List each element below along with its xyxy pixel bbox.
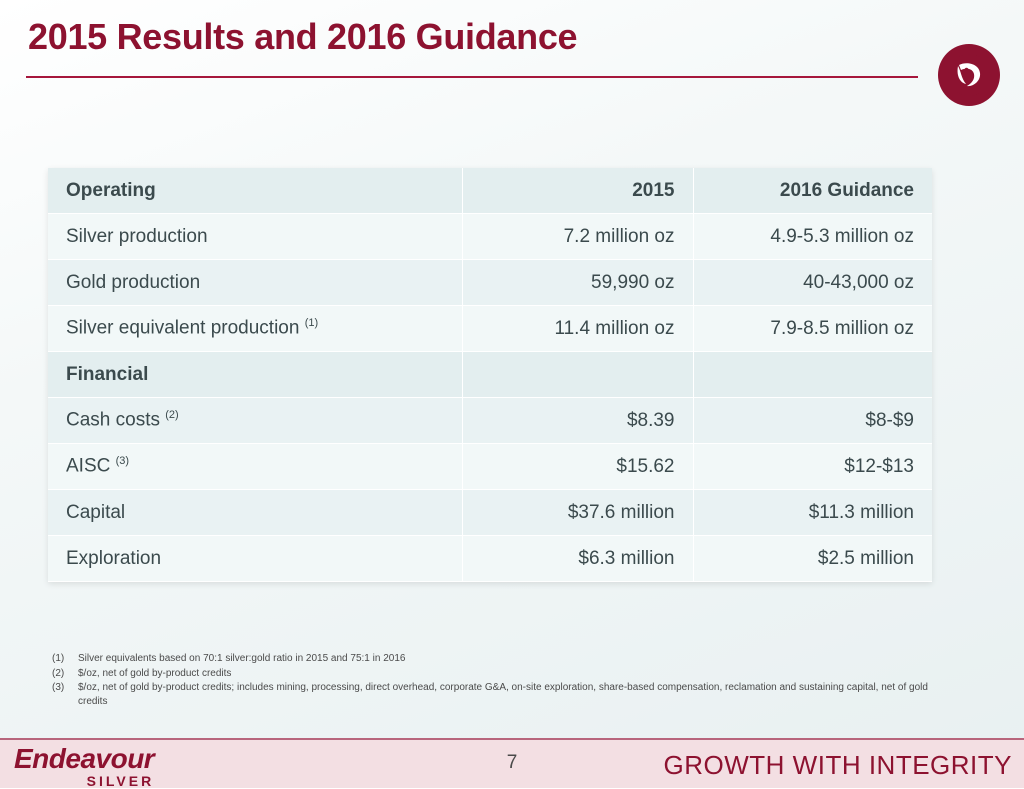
footnote-ref: (3) [115,455,130,468]
slide-footer [0,738,1024,788]
row-value-2015: $8.39 [462,398,693,444]
row-label-text: Silver production [66,225,208,247]
column-header-2015: 2015 [462,168,693,214]
footnote-mark: (3) [52,682,65,693]
row-value-2015: 11.4 million oz [462,306,693,352]
row-label-text: Cash costs [66,409,160,431]
eagle-head-icon [938,44,1000,106]
table-row [48,444,932,490]
table-row [48,536,932,582]
row-label-text: Exploration [66,547,162,569]
table-row [48,398,932,444]
row-label [48,214,462,260]
row-label-text: Gold production [66,271,201,293]
table-row [48,168,932,214]
results-table [48,168,932,582]
footnote-mark: (2) [52,667,65,679]
row-label [48,398,462,444]
table-row [48,214,932,260]
row-label [48,536,462,582]
row-value-2016: $12-$13 [693,444,932,490]
table-row [48,490,932,536]
row-value-2016: 40-43,000 oz [693,260,932,306]
footnote-text: Silver equivalents based on 70:1 silver:gold ratio in 2015 and 75:1 in 2016 [78,653,406,664]
page-title: 2015 Results and 2016 Guidance [28,16,578,57]
footnote-mark: (1) [52,653,65,664]
row-label [48,306,462,352]
row-label-text: Silver equivalent production [66,317,300,339]
section-label-financial: Financial [48,352,462,398]
footnote-text: $/oz, net of gold by-product credits; includes mining, processing, direct overhead, corporate G&A, on-site exploration, share-based compensation, reclamation and sustaining capital, net of gold credits [78,682,928,707]
section-value-2015 [462,352,693,398]
row-value-2016: $11.3 million [693,490,932,536]
row-label-text: AISC [66,455,111,477]
table-row [48,352,932,398]
footnote-item [52,681,952,708]
row-label [48,490,462,536]
row-value-2016: $8-$9 [693,398,932,444]
footnote-ref: (2) [165,409,179,422]
row-value-2015: $6.3 million [462,536,693,582]
section-value-2016 [693,352,932,398]
title-divider [26,76,918,78]
row-value-2015: 59,990 oz [462,260,693,306]
column-header-operating: Operating [48,168,462,214]
footnote-text: $/oz, net of gold by-product credits [78,667,232,679]
company-name: Endeavour [14,743,155,774]
row-value-2016: $2.5 million [693,536,932,582]
footnote-item [52,667,952,681]
row-value-2016: 4.9-5.3 million oz [693,214,932,260]
tagline: GROWTH WITH INTEGRITY [663,750,1012,780]
column-header-2016-guidance: 2016 Guidance [693,168,932,214]
table-row [48,306,932,352]
row-label-text: Capital [66,501,126,523]
table-row [48,260,932,306]
row-value-2015: $15.62 [462,444,693,490]
row-value-2015: $37.6 million [462,490,693,536]
company-subname: SILVER [86,773,155,789]
row-label [48,260,462,306]
row-label [48,444,462,490]
footnote-item [52,652,952,666]
footnote-ref: (1) [304,317,319,330]
page-number: 7 [506,752,518,773]
row-value-2016: 7.9-8.5 million oz [693,306,932,352]
row-value-2015: 7.2 million oz [462,214,693,260]
footnotes [52,652,952,709]
